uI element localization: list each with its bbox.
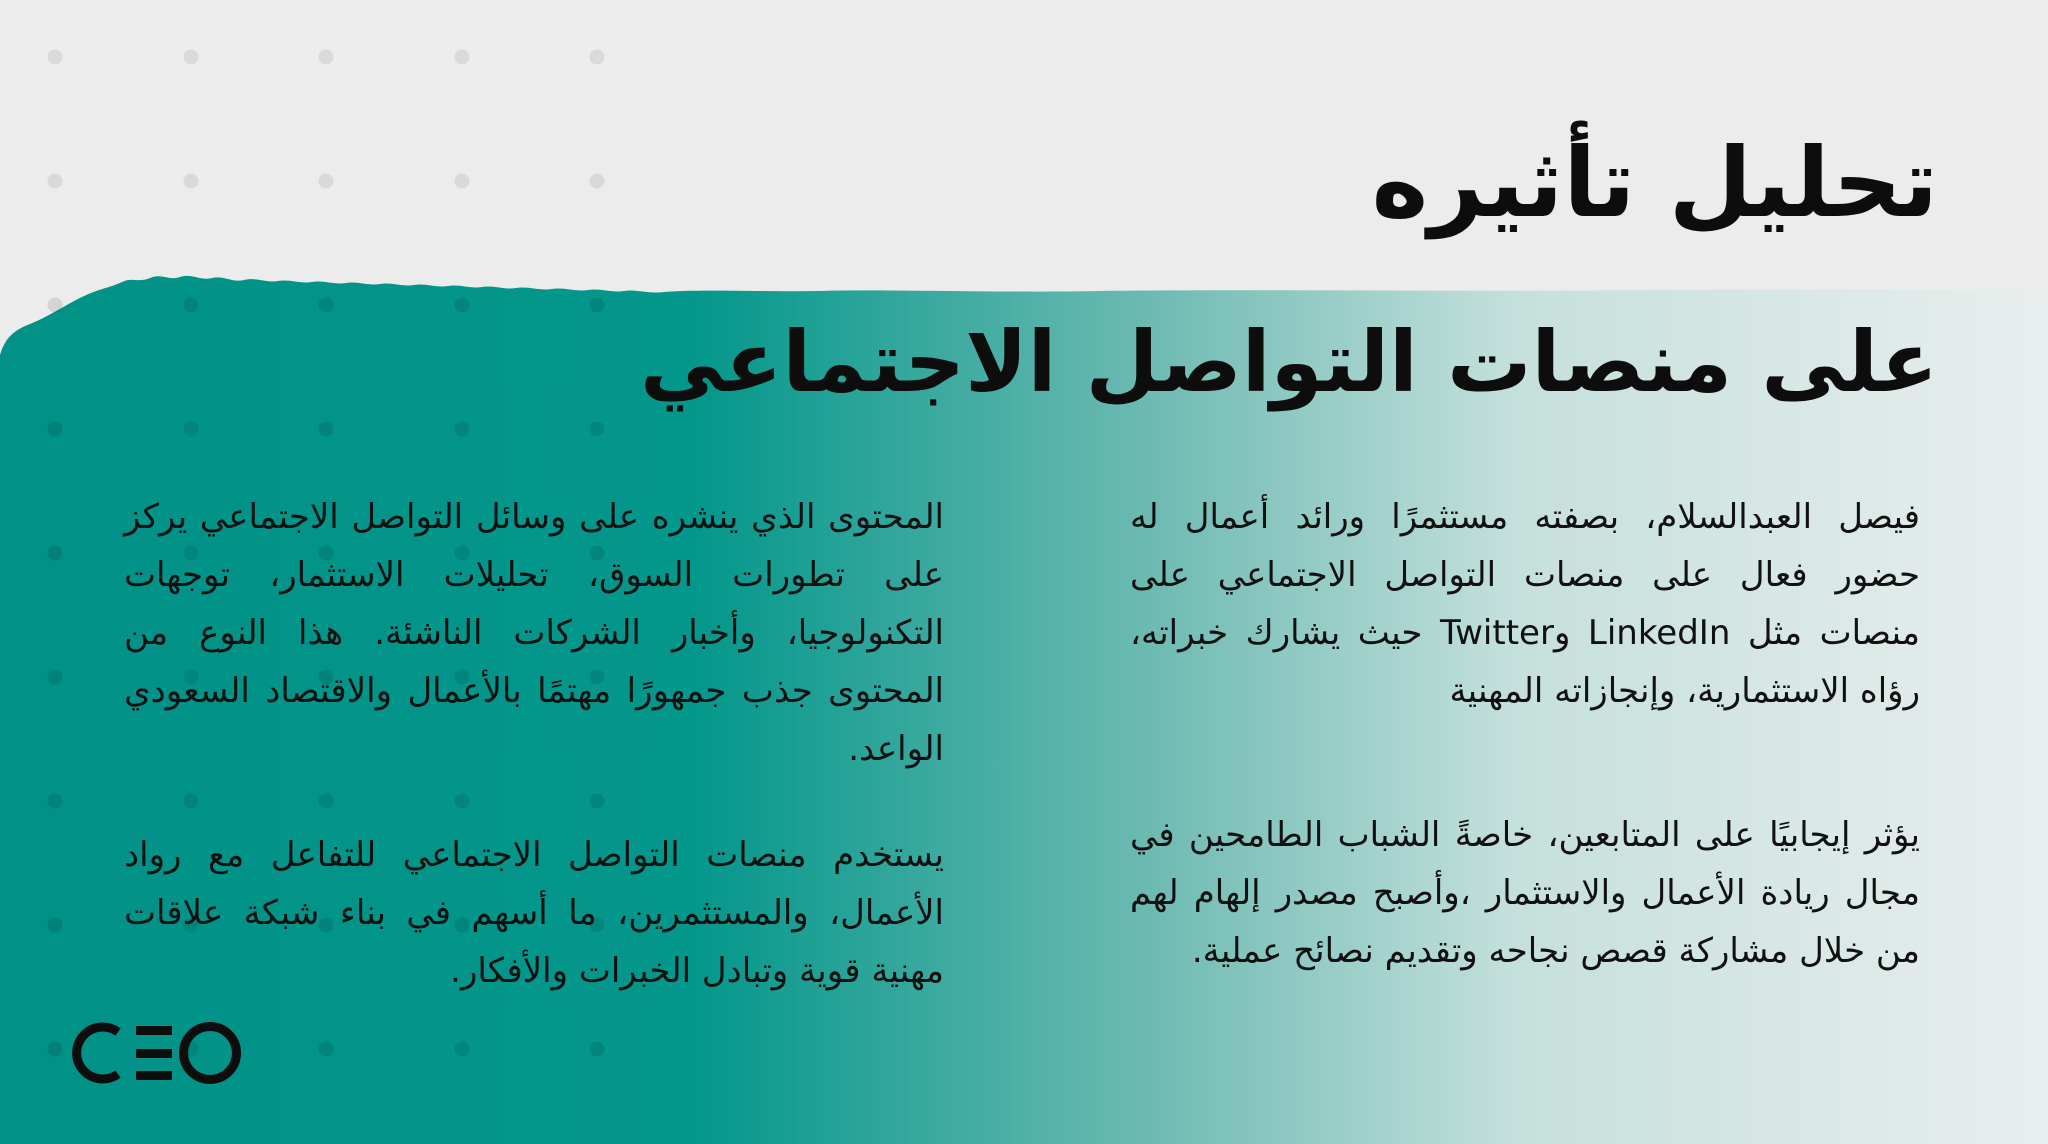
- decor-dot: [319, 794, 334, 809]
- decor-dot: [48, 50, 63, 65]
- decor-dot: [48, 794, 63, 809]
- decor-dot: [184, 422, 199, 437]
- title-line-2: على منصات التواصل الاجتماعي: [639, 313, 1938, 411]
- decor-dot: [319, 422, 334, 437]
- decor-dot: [455, 794, 470, 809]
- right-paragraph-1: فيصل العبدالسلام، بصفته مستثمرًا ورائد أعمال له حضور فعال على منصات التواصل الاجتماعي على منصات مثل LinkedIn وTwitter حيث يشارك خبراته، رؤاه الاستثمارية، وإنجازاته المهنية: [1130, 497, 1920, 711]
- decor-dot: [48, 174, 63, 189]
- decor-dot: [590, 1042, 605, 1057]
- decor-dot: [319, 174, 334, 189]
- decor-dot: [455, 1042, 470, 1057]
- decor-dot: [184, 174, 199, 189]
- decor-dot: [319, 50, 334, 65]
- ceo-logo-icon: [66, 1018, 244, 1088]
- decor-dot: [184, 50, 199, 65]
- decor-dot: [590, 794, 605, 809]
- left-paragraph-1: المحتوى الذي ينشره على وسائل التواصل الاجتماعي يركز على تطورات السوق، تحليلات الاستثمار، توجهات التكنولوجيا، وأخبار الشركات الناشئة. هذا النوع من المحتوى جذب جمهورًا مهتمًا بالأعمال والاقتصاد السعودي الواعد.: [124, 497, 944, 769]
- decor-dot: [48, 298, 63, 313]
- decor-dot: [184, 298, 199, 313]
- decor-dot: [184, 794, 199, 809]
- right-paragraph-2: يؤثر إيجابيًا على المتابعين، خاصةً الشباب الطامحين في مجال ريادة الأعمال والاستثمار ،وأصبح مصدر إلهام لهم من خلال مشاركة قصص نجاحه وتقديم نصائح عملية.: [1130, 815, 1920, 971]
- left-paragraph-2: يستخدم منصات التواصل الاجتماعي للتفاعل مع رواد الأعمال، والمستثمرين، ما أسهم في بناء شبكة علاقات مهنية قوية وتبادل الخبرات والأفكار.: [124, 835, 944, 991]
- decor-dot: [590, 298, 605, 313]
- decor-dot: [455, 298, 470, 313]
- decor-dot: [455, 50, 470, 65]
- decor-dot: [590, 422, 605, 437]
- decor-dot: [48, 1042, 63, 1057]
- decor-dot: [48, 670, 63, 685]
- decor-dot: [455, 174, 470, 189]
- title-line-1: تحليل تأثيره: [1371, 127, 1938, 239]
- decor-dot: [590, 50, 605, 65]
- decor-dot: [319, 1042, 334, 1057]
- decor-dot: [48, 918, 63, 933]
- decor-dot: [455, 422, 470, 437]
- decor-dot: [319, 298, 334, 313]
- decor-dot: [590, 174, 605, 189]
- decor-dot: [48, 546, 63, 561]
- decor-dot: [48, 422, 63, 437]
